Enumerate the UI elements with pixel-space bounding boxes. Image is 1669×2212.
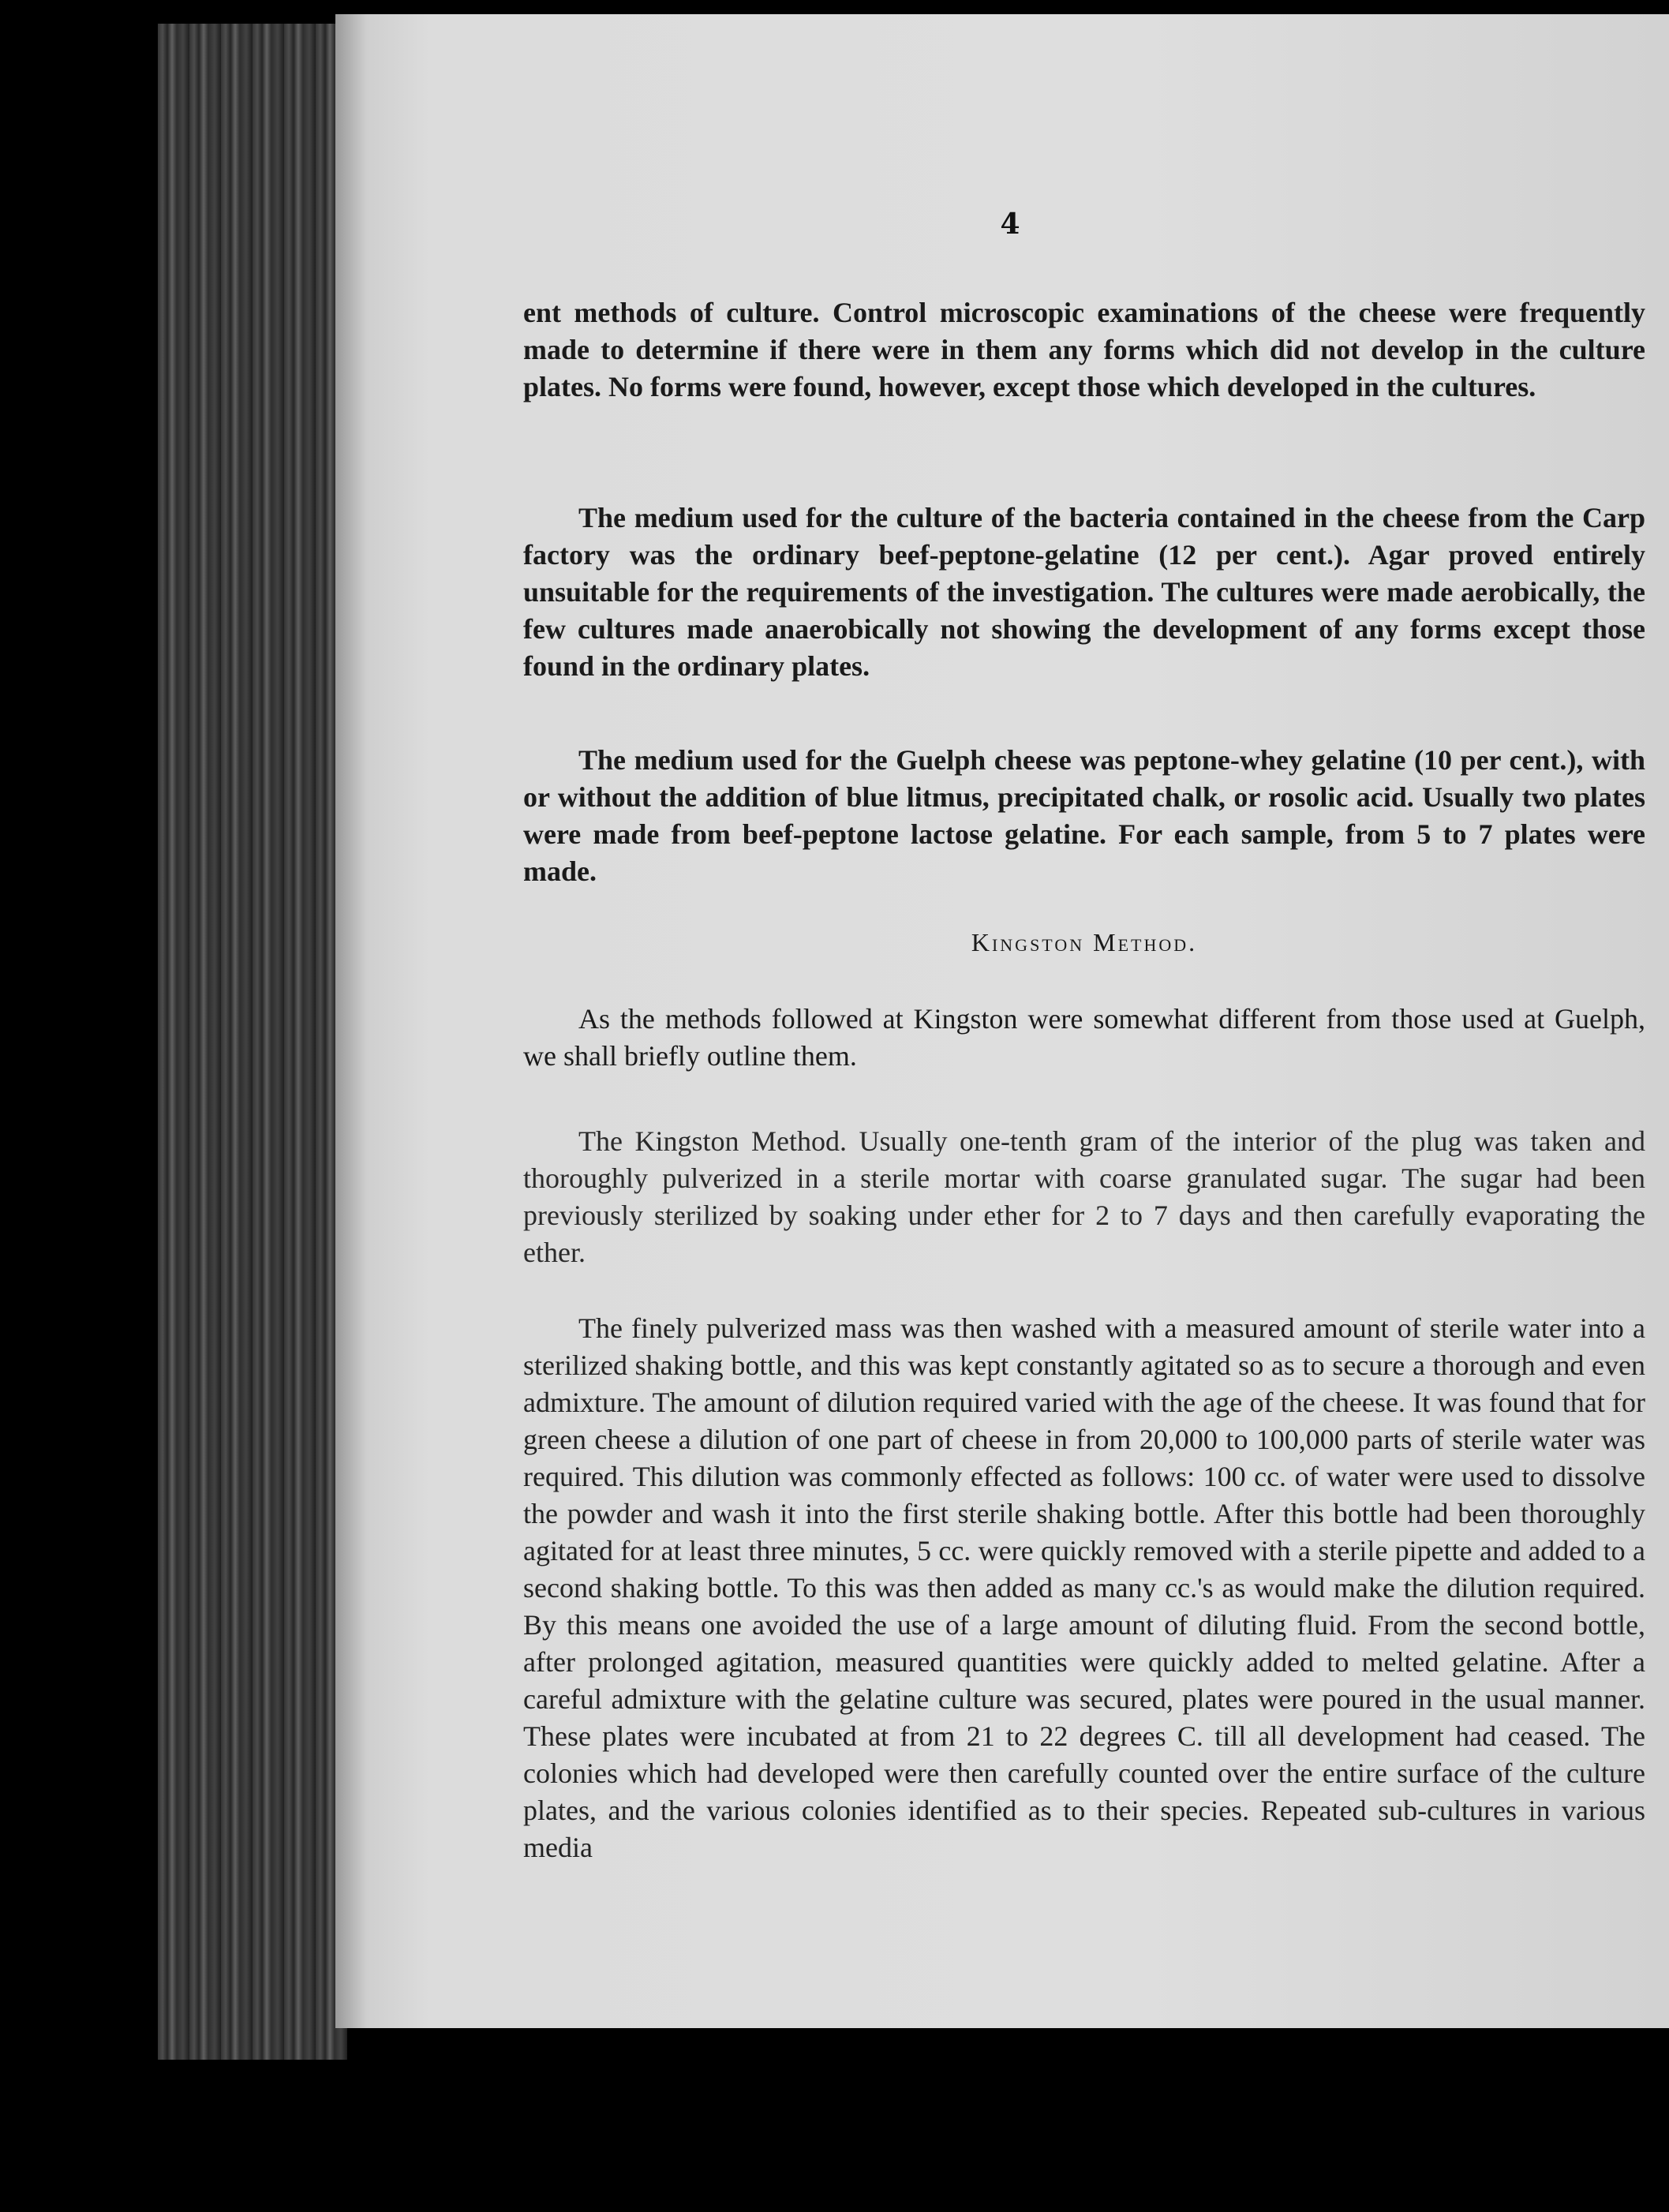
paragraph-dilution-procedure: The finely pulverized mass was then washed with a measured amount of sterile water into a sterilized shaking bottle, and this was kept constantly agitated so as to secure a thorough and even admixture. The amount of dilution required varied with the age of the cheese. It was found that for green cheese a dilution of one part of cheese in from 20,000 to 100,000 parts of sterile water was required. This dilution was commonly effected as follows: 100 cc. of water were used to dissolve the powder and wash it into the first sterile shaking bottle. After this bottle had been thoroughly agitated for at least three minutes, 5 cc. were quickly removed with a sterile pipette and added to a second shaking bottle. To this was then added as many cc.'s as would make the dilution required. By this means one avoided the use of a large amount of diluting fluid. From the second bottle, after prolonged agitation, measured quantities were quickly added to melted gelatine. After a careful admixture with the gelatine culture was secured, plates were poured in the usual manner. These plates were incubated at from 21 to 22 degrees C. till all development had ceased. The colonies which had developed were then carefully counted over the entire surface of the culture plates, and the various colonies identified as to their species. Repeated sub-cultures in various media — [523, 1312, 1645, 1863]
document-page — [335, 14, 1669, 2028]
page-number: 4 — [1000, 208, 1020, 241]
paragraph-culture-methods: ent methods of culture. Control microscopic examinations of the cheese were frequently made to determine if there were in them any forms which did not develop in the culture plates. No forms were found, however, except those which developed in the cultures. — [523, 297, 1645, 402]
paragraph-guelph-medium: The medium used for the Guelph cheese was peptone-whey gelatine (10 per cent.), with or without the addition of blue litmus, precipitated chalk, or rosolic acid. Usually two plates were made from beef-peptone lactose gelatine. For each sample, from 5 to 7 plates were made. — [523, 744, 1645, 887]
paragraph-carp-medium: The medium used for the culture of the bacteria contained in the cheese from the Carp factory was the ordinary beef-peptone-gelatine (12 per cent.). Agar proved entirely unsuitable for the requirements of the investigation. The cultures were made aerobically, the few cultures made anaerobically not showing the development of any forms except those found in the ordinary plates. — [523, 502, 1645, 682]
paragraph-kingston-method: The Kingston Method. Usually one-tenth gram of the interior of the plug was taken and thoroughly pulverized in a sterile mortar with coarse granulated sugar. The sugar had been previously sterilized by soaking under ether for 2 to 7 days and then carefully evaporating the ether. — [523, 1125, 1645, 1268]
book-binding — [158, 24, 347, 2060]
section-heading: Kingston Method. — [971, 928, 1198, 956]
paragraph-kingston-intro: As the methods followed at Kingston were somewhat different from those used at Guelph, we shall briefly outline them. — [523, 1003, 1645, 1072]
